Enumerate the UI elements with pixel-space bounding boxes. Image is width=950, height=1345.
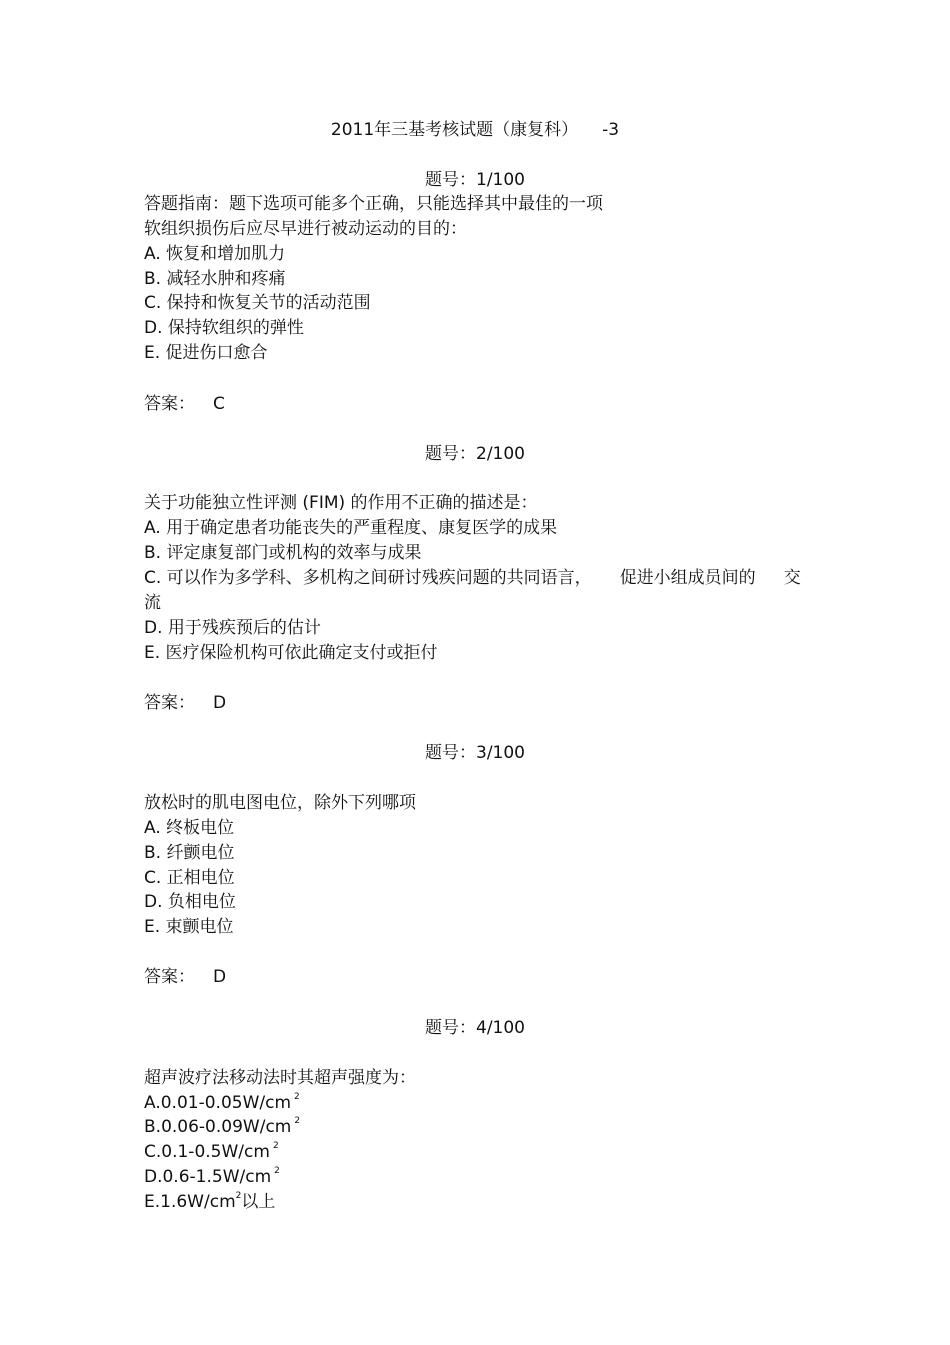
answer-line (144, 692, 226, 714)
question-number-value: 4/100 (476, 1018, 525, 1038)
option-c: C. 正相电位 (144, 868, 235, 888)
answer-line (144, 393, 225, 415)
option-b-text: B.0.06-0.09W/cm (144, 1117, 292, 1137)
superscript: 2 (294, 1116, 301, 1126)
option-c-continued: 流 (144, 593, 161, 613)
question-number (0, 742, 950, 764)
answer-label: 答案： (144, 693, 195, 713)
title-suffix: -3 (602, 120, 620, 140)
question-number (0, 1017, 950, 1039)
question-number-label: 题号： (425, 170, 476, 190)
option-e: E. 促进伤口愈合 (144, 343, 268, 363)
answer-line (144, 966, 226, 988)
answer-value: C (213, 394, 225, 414)
option-c-part1: C. 可以作为多学科、多机构之间研讨残疾问题的共同语言， (144, 568, 592, 588)
option-d (144, 1166, 280, 1191)
superscript: 2 (294, 1092, 300, 1102)
option-b (144, 1116, 300, 1141)
option-c-part2: 促进小组成员间的 (619, 568, 756, 588)
option-a: A. 恢复和增加肌力 (144, 244, 286, 264)
question-number-label: 题号： (425, 444, 476, 464)
option-c-part3: 交 (783, 568, 801, 588)
option-c (144, 1141, 279, 1166)
answer-label: 答案： (144, 967, 195, 987)
option-d: D. 保持软组织的弹性 (144, 318, 304, 338)
page-title (0, 119, 950, 141)
superscript: 2 (272, 1141, 279, 1151)
question-number-value: 3/100 (476, 743, 525, 763)
option-e-suffix: 以上 (241, 1192, 276, 1212)
question-stem: 超声波疗法移动法时其超声强度为： (144, 1068, 416, 1088)
question-number (0, 443, 950, 465)
question-number-label: 题号： (425, 743, 476, 763)
question-stem: 软组织损伤后应尽早进行被动运动的目的： (144, 219, 467, 239)
title-text: 2011年三基考核试题（康复科） (330, 120, 579, 140)
answer-value: D (213, 693, 227, 713)
option-c: C. 保持和恢复关节的活动范围 (144, 293, 371, 313)
option-c-text: C.0.1-0.5W/cm (144, 1142, 270, 1162)
option-d-text: D.0.6-1.5W/cm (144, 1167, 272, 1187)
question-number (0, 169, 950, 191)
option-e (144, 1191, 275, 1216)
option-c (144, 567, 801, 589)
question-number-label: 题号： (425, 1018, 476, 1038)
superscript: 2 (235, 1191, 242, 1201)
option-a-text: A.0.01-0.05W/cm (144, 1093, 292, 1113)
question-number-value: 1/100 (476, 170, 525, 190)
superscript: 2 (274, 1166, 280, 1176)
question-number-value: 2/100 (476, 444, 525, 464)
option-d: D. 负相电位 (144, 892, 236, 912)
question-stem: 放松时的肌电图电位，除外下列哪项 (144, 793, 416, 813)
answer-guide: 答题指南：题下选项可能多个正确，只能选择其中最佳的一项 (144, 194, 603, 214)
option-a (144, 1092, 300, 1117)
option-b: B. 评定康复部门或机构的效率与成果 (144, 543, 422, 563)
option-e: E. 束颤电位 (144, 917, 234, 937)
answer-label: 答案： (144, 394, 195, 414)
answer-value: D (213, 967, 227, 987)
option-d: D. 用于残疾预后的估计 (144, 618, 321, 638)
option-a: A. 终板电位 (144, 818, 235, 838)
option-e: E. 医疗保险机构可依此确定支付或拒付 (144, 643, 438, 663)
option-e-text: E.1.6W/cm (144, 1192, 236, 1212)
option-a: A. 用于确定患者功能丧失的严重程度、康复医学的成果 (144, 518, 558, 538)
option-b: B. 纤颤电位 (144, 843, 235, 863)
option-b: B. 减轻水肿和疼痛 (144, 269, 286, 289)
question-stem: 关于功能独立性评测 (FIM) 的作用不正确的描述是： (144, 493, 538, 513)
